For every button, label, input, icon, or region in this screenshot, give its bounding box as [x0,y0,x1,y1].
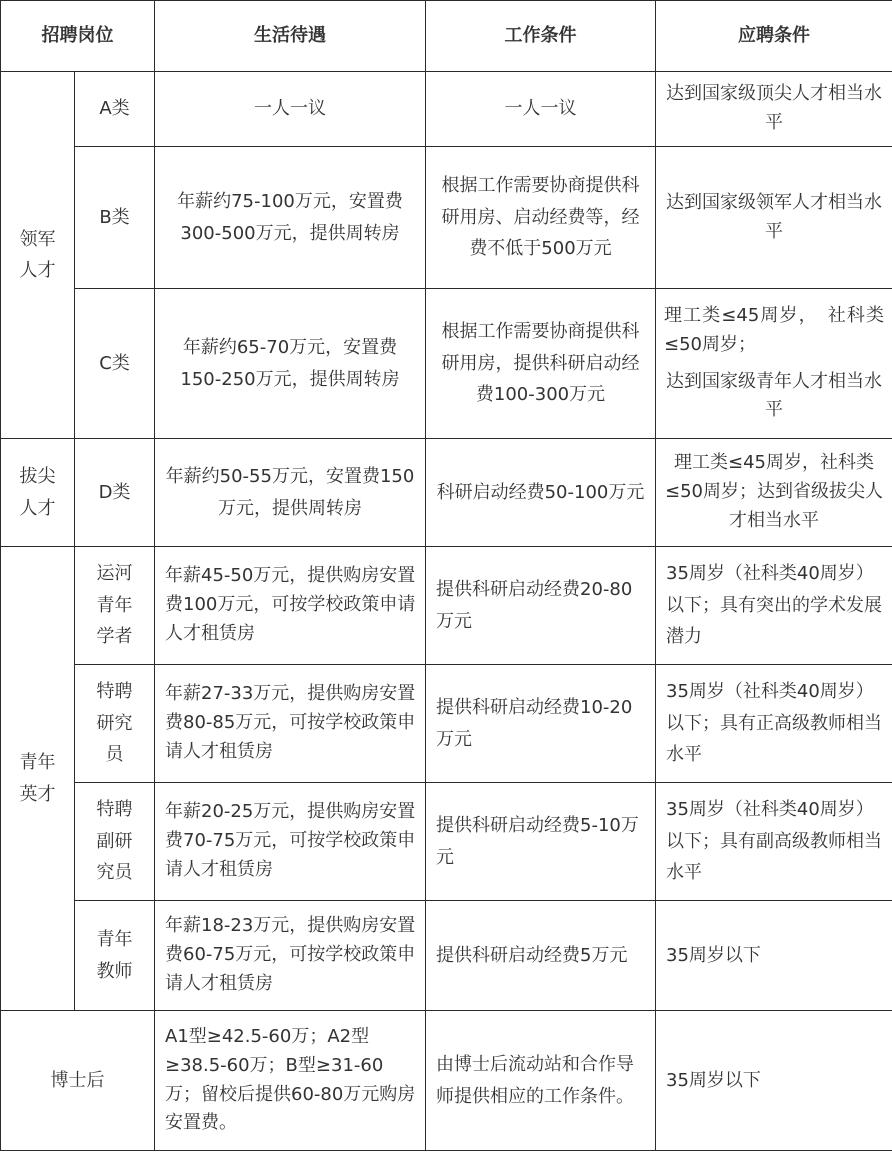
conditions-cell: 提供科研启动经费5万元 [426,901,656,1011]
table-row [1,439,892,547]
table-row [1,783,892,901]
treatment-cell: 年薪约75-100万元，安置费300-500万元，提供周转房 [155,147,426,289]
treatment-cell: 一人一议 [155,72,426,147]
category-cell: 特聘 副研 究员 [75,783,155,901]
header-position: 招聘岗位 [1,1,155,72]
requirements-cell: 达到国家级领军人才相当水平 [656,147,892,289]
requirements-cell: 35周岁以下 [656,901,892,1011]
treatment-cell: 年薪约65-70万元，安置费150-250万元，提供周转房 [155,289,426,439]
category-cell: 博士后 [1,1011,155,1151]
table-row [1,1011,892,1151]
treatment-cell: 年薪45-50万元，提供购房安置费100万元，可按学校政策申请人才租赁房 [155,547,426,665]
requirements-cell: 理工类≤45周岁，社科类≤50周岁；达到省级拔尖人才相当水平 [656,439,892,547]
treatment-cell: 年薪20-25万元，提供购房安置费70-75万元，可按学校政策申请人才租赁房 [155,783,426,901]
category-cell: 特聘 研究 员 [75,665,155,783]
requirements-cell: 35周岁（社科类40周岁）以下；具有副高级教师相当水平 [656,783,892,901]
requirements-cell: 35周岁以下 [656,1011,892,1151]
table-row [1,289,892,439]
group-top-talent: 拔尖 人才 [1,439,75,547]
header-conditions: 工作条件 [426,1,656,72]
category-cell: A类 [75,72,155,147]
conditions-cell: 提供科研启动经费20-80万元 [426,547,656,665]
conditions-cell: 提供科研启动经费5-10万元 [426,783,656,901]
header-row [1,1,892,72]
conditions-cell: 根据工作需要协商提供科研用房，提供科研启动经费100-300万元 [426,289,656,439]
category-cell: B类 [75,147,155,289]
conditions-cell: 一人一议 [426,72,656,147]
group-leading-talent: 领军 人才 [1,72,75,439]
conditions-cell: 根据工作需要协商提供科研用房、启动经费等，经费不低于500万元 [426,147,656,289]
treatment-cell: 年薪18-23万元，提供购房安置费60-75万元，可按学校政策申请人才租赁房 [155,901,426,1011]
treatment-cell: 年薪约50-55万元，安置费150万元，提供周转房 [155,439,426,547]
header-requirements: 应聘条件 [656,1,892,72]
requirements-level-line: 达到国家级青年人才相当水平 [666,370,882,421]
table-row [1,901,892,1011]
category-cell: D类 [75,439,155,547]
treatment-cell: 年薪27-33万元，提供购房安置费80-85万元，可按学校政策申请人才租赁房 [155,665,426,783]
conditions-cell: 由博士后流动站和合作导师提供相应的工作条件。 [426,1011,656,1151]
conditions-cell: 科研启动经费50-100万元 [426,439,656,547]
table-row [1,147,892,289]
conditions-cell: 提供科研启动经费10-20万元 [426,665,656,783]
category-cell: 青年 教师 [75,901,155,1011]
requirements-cell: 达到国家级顶尖人才相当水平 [656,72,892,147]
requirements-cell: 35周岁（社科类40周岁）以下；具有突出的学术发展潜力 [656,547,892,665]
requirements-age-line: 理工类≤45周岁， 社科类≤50周岁； [664,304,884,355]
requirements-cell: 35周岁（社科类40周岁）以下；具有正高级教师相当水平 [656,665,892,783]
requirements-cell [656,289,892,439]
category-cell: C类 [75,289,155,439]
treatment-cell: A1型≥42.5-60万；A2型≥38.5-60万；B型≥31-60万；留校后提供60-80万元购房安置费。 [155,1011,426,1151]
table-row [1,547,892,665]
category-cell: 运河 青年 学者 [75,547,155,665]
group-young-talent: 青年 英才 [1,547,75,1011]
header-treatment: 生活待遇 [155,1,426,72]
table-row [1,72,892,147]
table-row [1,665,892,783]
